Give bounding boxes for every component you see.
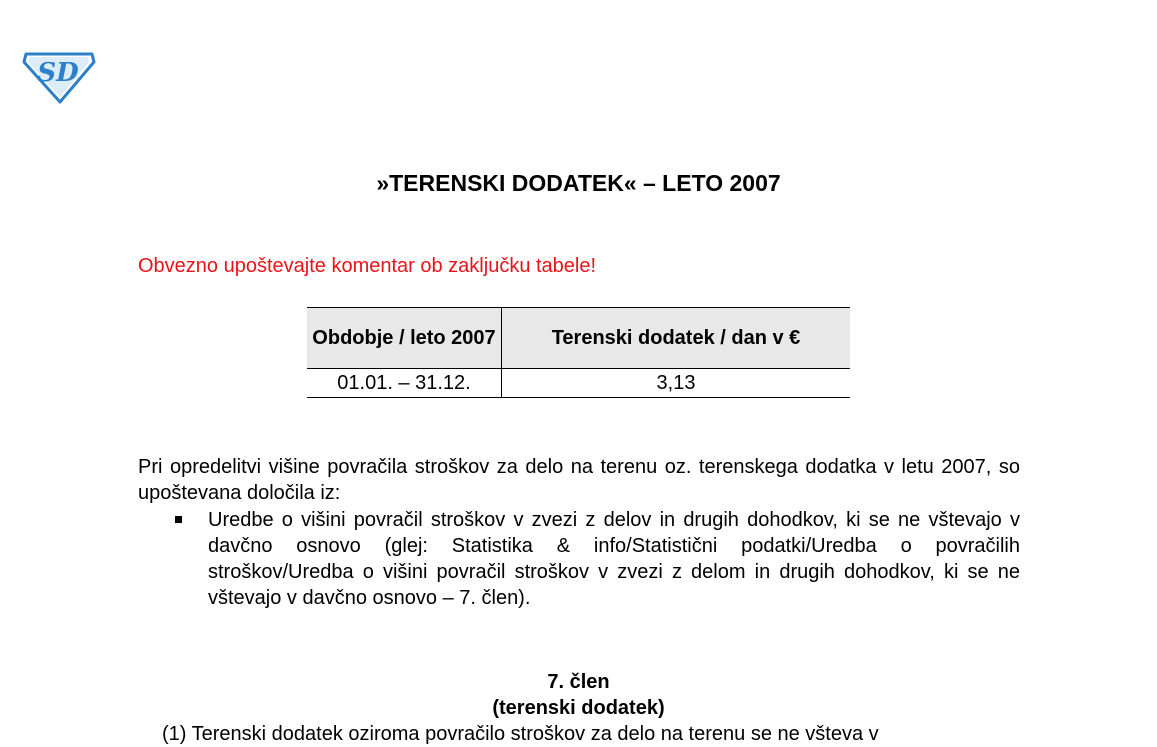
cell-period: 01.01. – 31.12. [307, 369, 502, 398]
logo-lettering: SD [37, 58, 79, 88]
list-item-text: Uredbe o višini povračil stroškov v zvezi z delov in drugih dohodkov, ki se ne vštevajo v davčno osnovo (glej: Statistika & info/Statistični podatki/Uredba o povračilih stroškov/Uredba o višini povračil stroškov v zvezi z delom in drugih dohodkov, ki se ne vštevajo v davčno osnovo – 7. člen). [208, 509, 1020, 609]
allowance-table [307, 307, 850, 398]
column-header-period: Obdobje / leto 2007 [307, 308, 502, 369]
article-paragraph: (1) Terenski dodatek oziroma povračilo stroškov za delo na terenu se ne všteva v [162, 723, 879, 745]
article-subtitle: (terenski dodatek) [492, 697, 665, 719]
column-header-allowance: Terenski dodatek / dan v € [502, 308, 851, 369]
article-number: 7. člen [547, 671, 610, 693]
table-header-row [307, 308, 850, 369]
intro-paragraph: Pri opredelitvi višine povračila stroškov za delo na terenu oz. terenskega dodatka v letu 2007, so upoštevana določila iz: [138, 456, 1020, 504]
page-title: »TERENSKI DODATEK« – LETO 2007 [376, 170, 781, 196]
article-heading [0, 669, 1157, 721]
table-row [307, 369, 850, 398]
company-logo [22, 48, 96, 104]
list-item [138, 507, 1020, 611]
warning-note: Obvezno upoštevajte komentar ob zaključku tabele! [138, 255, 597, 277]
cell-allowance: 3,13 [502, 369, 851, 398]
bullet-marker-icon [175, 516, 182, 523]
